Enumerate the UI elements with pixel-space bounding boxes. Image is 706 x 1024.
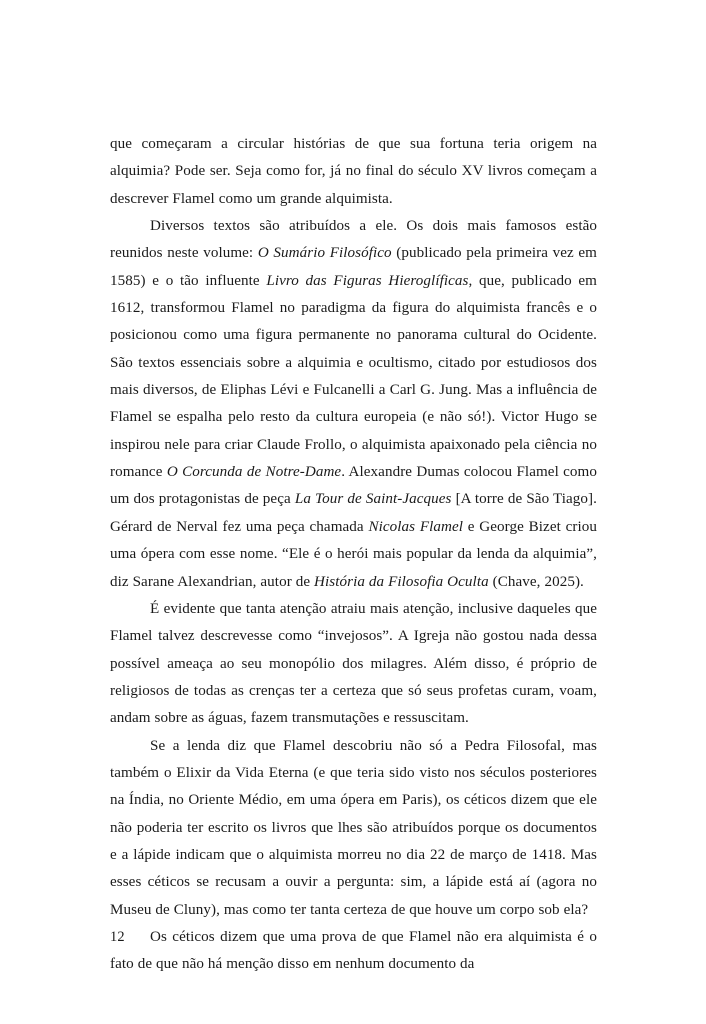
title-italic-run: Livro das Figuras Hieroglíficas (266, 272, 469, 289)
paragraph (110, 131, 597, 213)
text-run: É evidente que tanta atenção atraiu mais atenção, inclusive daqueles que Flamel talvez descrevesse como “invejosos”. A Igreja não gostou nada dessa possível ameaça ao seu monopólio dos milagres. Além disso, é próprio de religiosos de todas as crenças ter a certeza que só seus profetas curam, voam, andam sobre as águas, fazem transmutações e ressuscitam. (110, 600, 597, 727)
body-text-block (110, 131, 597, 979)
text-run: Os céticos dizem que uma prova de que Flamel não era alquimista é o fato de que não há menção disso em nenhum documento da (110, 928, 597, 973)
text-run: [A torre de São Tiago]. Gérard de Nerval fez uma peça chamada (110, 491, 597, 535)
paragraph (110, 213, 597, 596)
text-run: e George Bizet criou uma ópera com esse nome. “Ele é o herói mais popular da lenda da alquimia”, diz Sarane Alexandrian, autor de (110, 518, 598, 590)
title-italic-run: O Corcunda de Notre-Dame (166, 464, 342, 481)
text-run: (Chave, 2025). (488, 573, 584, 590)
text-run: Se a lenda diz que Flamel descobriu não só a Pedra Filosofal, mas também o Elixir da Vida Eterna (e que teria sido visto nos séculos posteriores na Índia, no Oriente Médio, em uma ópera em Paris), os céticos dizem que ele não poderia ter escrito os livros que lhes são atribuídos porque os documentos e a lápide indicam que o alquimista morreu no dia 22 de março de 1418. Mas esses céticos se recusam a ouvir a pergunta: sim, a lápide está aí (agora no Museu de Cluny), mas como ter tanta certeza de que houve um corpo sob ela? (110, 737, 597, 918)
text-run: (publicado pela primeira vez em 1585) e o tão influente (110, 245, 597, 289)
title-italic-run: Nicolas Flamel (368, 518, 464, 535)
text-run: Diversos textos são atribuídos a ele. Os dois mais famosos estão reunidos neste volume: (110, 218, 597, 262)
text-run: , que, publicado em 1612, transformou Flamel no paradigma da figura do alquimista francês e o posicionou como uma figura permanente no panorama cultural do Ocidente. São textos essenciais sobre a alquimia e ocultismo, citado por estudiosos dos mais diversos, de Eliphas Lévi e Fulcanelli a Carl G. Jung. Mas a influência de Flamel se espalha pelo resto da cultura europeia (e não só!). Victor Hugo se inspirou nele para criar Claude Frollo, o alquimista apaixonado pela ciência no romance (110, 272, 598, 481)
title-italic-run: La Tour de Saint-Jacques (294, 491, 452, 508)
title-italic-run: O Sumário Filosófico (257, 245, 392, 262)
page-number: 12 (110, 929, 125, 945)
paragraph (110, 733, 597, 924)
text-run: que começaram a circular histórias de que sua fortuna teria origem na alquimia? Pode ser. Seja como for, já no final do século XV livros começam a descrever Flamel como um grande alquimista. (110, 136, 597, 207)
title-italic-run: História da Filosofia Oculta (314, 573, 489, 590)
text-run: . Alexandre Dumas colocou Flamel como um dos protagonistas de peça (110, 464, 597, 508)
paragraph (110, 924, 597, 979)
paragraph (110, 596, 597, 733)
